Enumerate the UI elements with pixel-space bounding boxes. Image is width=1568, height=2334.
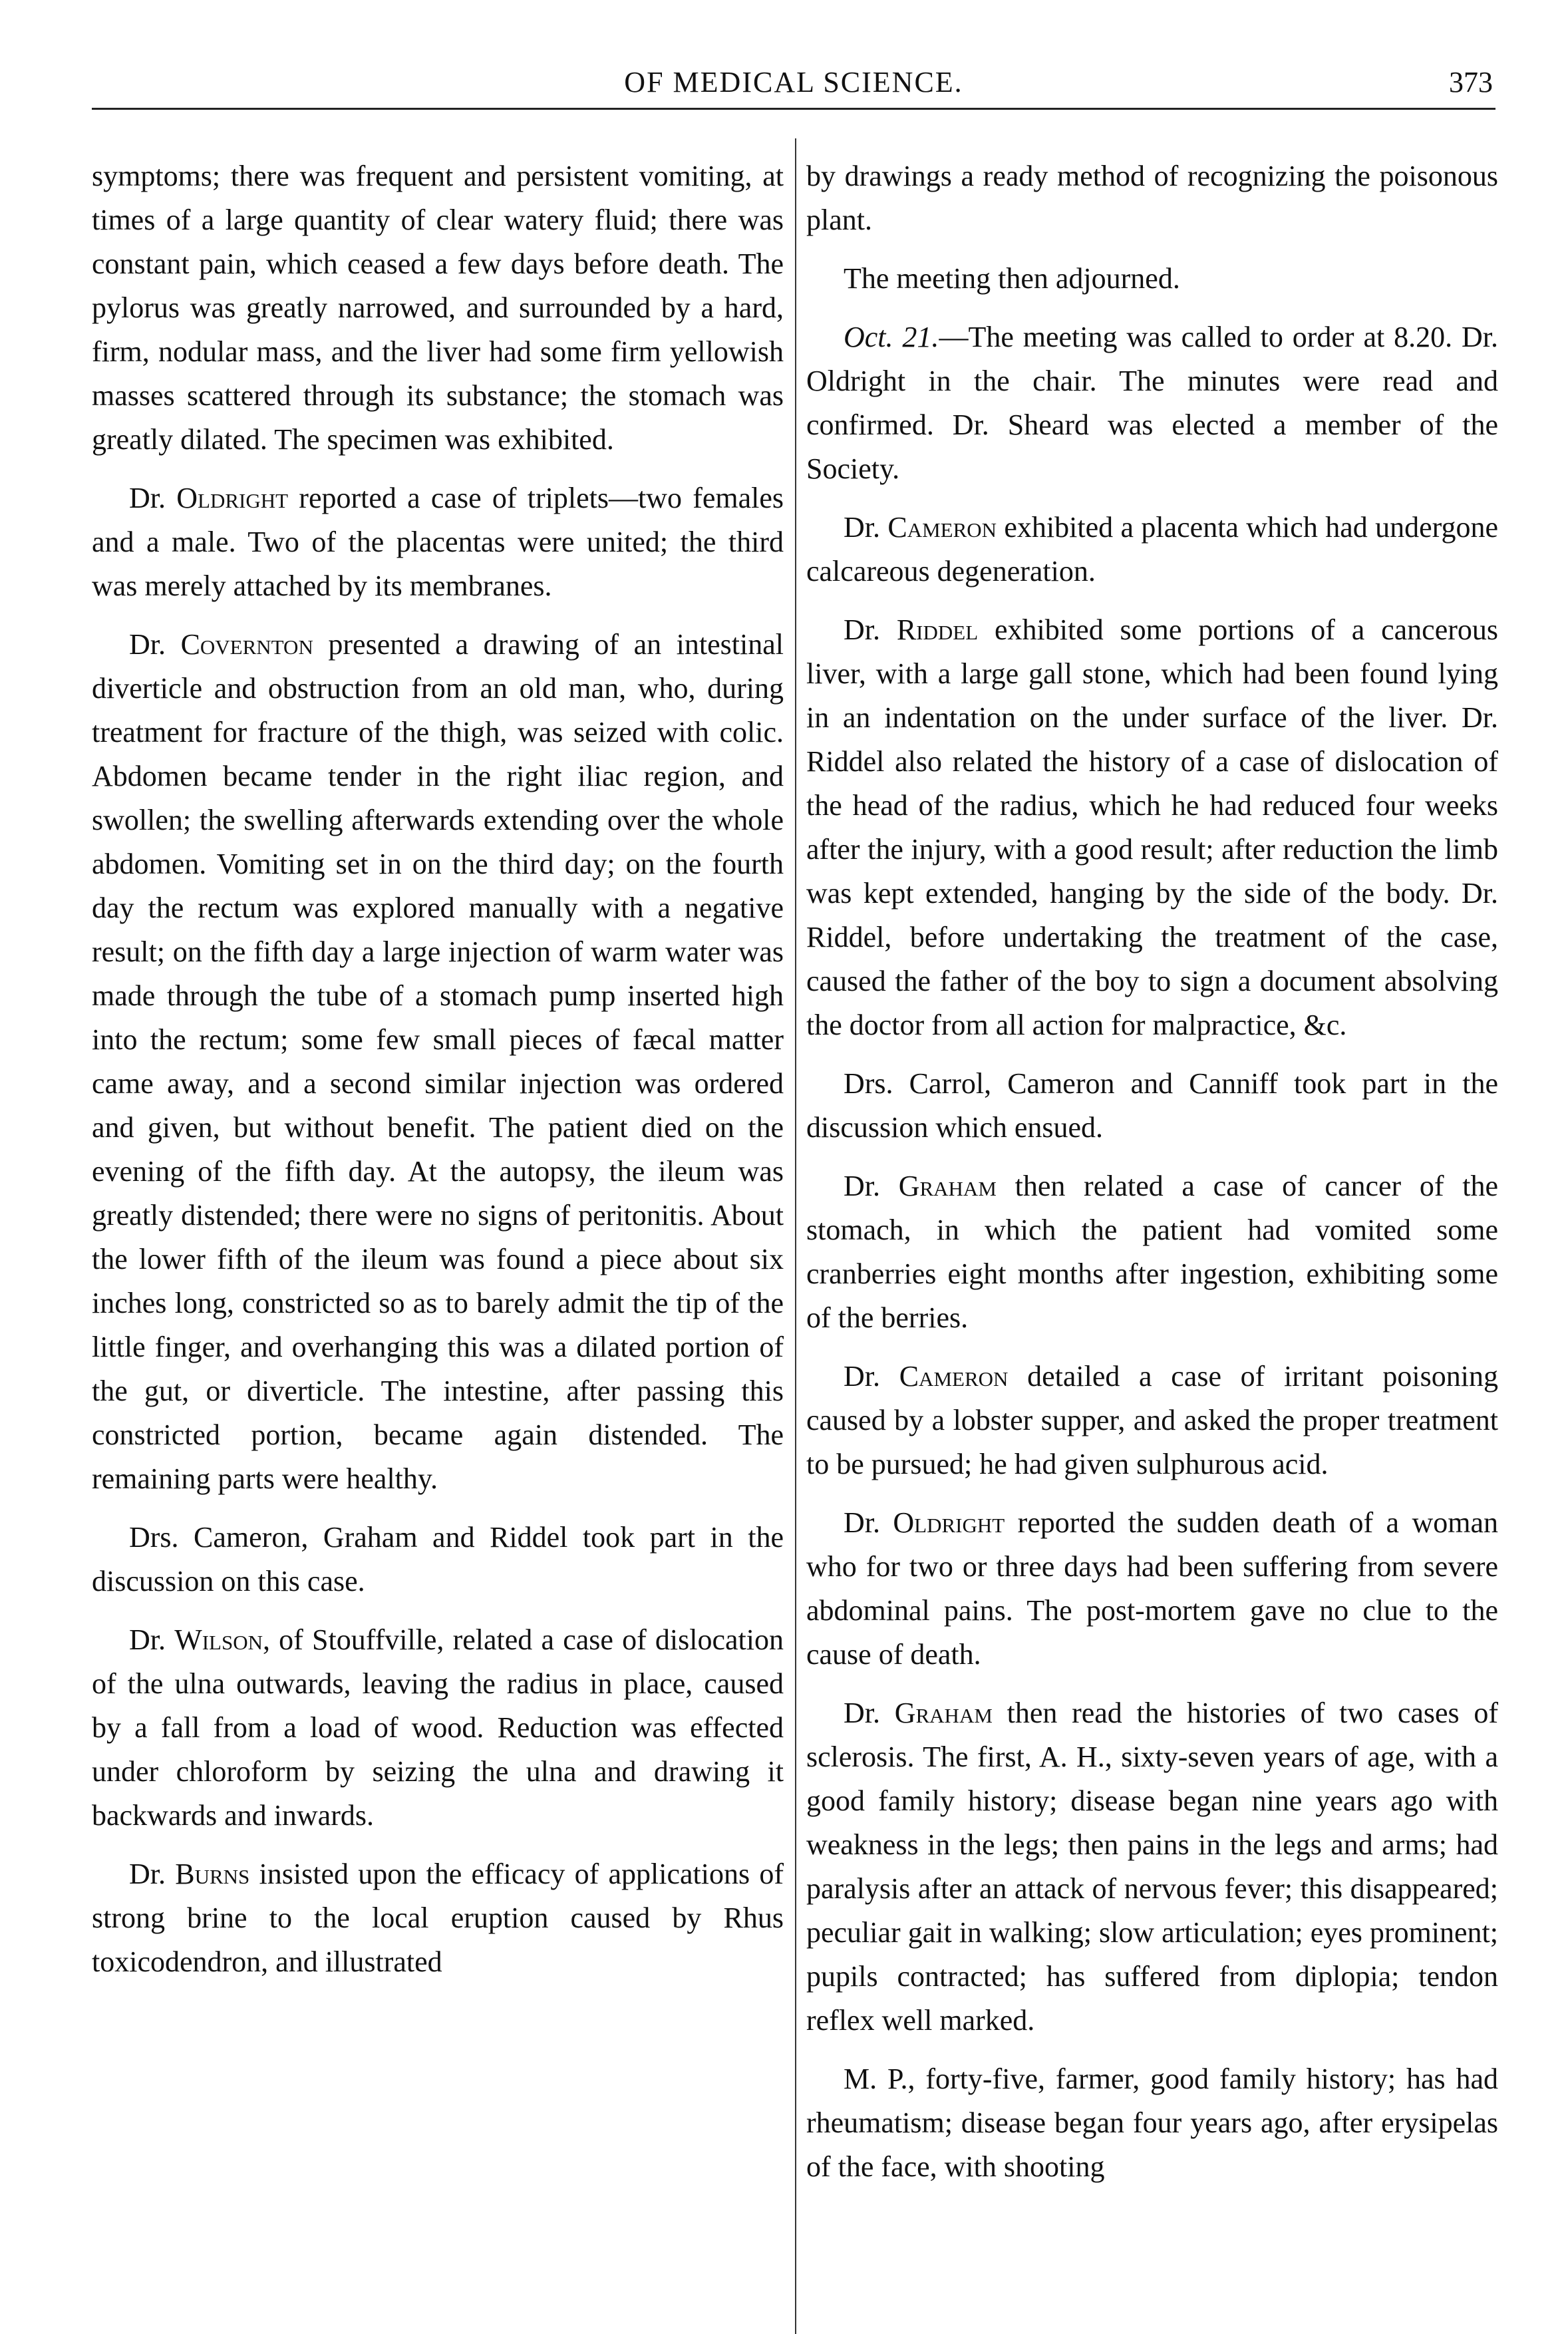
paragraph: Oct. 21.—The meeting was called to order at 8.20. Dr. Oldright in the chair. The minutes were read and confirmed. Dr. Sheard was elected a member of the Society. [806,321,1499,485]
speaker-name: Riddel [896,613,979,646]
speaker-name: Cameron [887,511,997,544]
paragraph: Dr. Oldright reported a case of triplets—two females and a male. Two of the placentas were united; the third was merely attached by its membranes. [92,482,784,602]
page-number: 373 [1449,66,1493,98]
paragraph: Dr. Covernton presented a drawing of an intestinal diverticle and obstruction from an old man, who, during treatment for fracture of the thigh, was seized with colic. Abdomen became tender in the right iliac region, and swollen; the swelling afterwards extending over the whole abdomen. Vomiting set in on the third day; on the fourth day the rectum was explored manually with a negative result; on the fifth day a large injection of warm water was made through the tube of a stomach pump inserted high into the rectum; some few small pieces of fæcal matter came away, and a second similar injection was ordered and given, but without benefit. The patient died on the evening of the fifth day. At the autopsy, the ileum was greatly distended; there were no signs of peritonitis. About the lower fifth of the ileum was found a piece about six inches long, constricted so as to barely admit the tip of the little finger, and overhanging this was a dilated portion of the gut, or diverticle. The intestine, after passing this constricted portion, became again distended. The remaining parts were healthy. [92,628,784,1495]
paragraph: Dr. Riddel exhibited some portions of a cancerous liver, with a large gall stone, which had been found lying in an indentation on the under surface of the liver. Dr. Riddel also related the history of a case of dislocation of the head of the radius, which he had reduced four weeks after the injury, with a good result; after reduction the limb was kept extended, hanging by the side of the body. Dr. Riddel, before undertaking the treatment of the case, caused the father of the boy to sign a document absolving the doctor from all action for malpractice, &c. [806,613,1498,1041]
paragraph: Dr. Graham then read the histories of two cases of sclerosis. The first, A. H., sixty-seven years of age, with a good family history; disease began nine years ago with weakness in the legs; then pains in the legs and arms; had paralysis after an attack of nervous fever; this disappeared; peculiar gait in walking; slow articulation; eyes prominent; pupils contracted; has suffered from diplopia; tendon reflex well marked. [806,1697,1499,2037]
speaker-name: Graham [898,1170,997,1202]
speaker-name: Wilson [174,1623,263,1656]
speaker-name: Oldright [176,482,289,514]
paragraph: M. P., forty-five, farmer, good family history; has had rheumatism; disease began four years ago, after erysipelas of the face, with shooting [806,2063,1498,2183]
paragraph: The meeting then adjourned. [844,262,1180,295]
left-column [92,154,784,1999]
paragraph: Dr. Oldright reported the sudden death of a woman who for two or three days had been suffering from severe abdominal pains. The post-mortem gave no clue to the cause of death. [806,1506,1498,1671]
running-title: OF MEDICAL SCIENCE. [624,66,963,98]
right-column [806,154,1498,2204]
column-divider [795,138,796,2334]
speaker-name: Cameron [899,1360,1009,1393]
speaker-name: Oldright [893,1506,1005,1539]
paragraph: by drawings a ready method of recognizing the poisonous plant. [806,160,1498,236]
paragraph: Drs. Carrol, Cameron and Canniff took part in the discussion which ensued. [806,1067,1498,1144]
paragraph: Dr. Burns insisted upon the efficacy of applications of strong brine to the local eruption caused by Rhus toxicodendron, and illustrated [92,1858,784,1978]
speaker-name: Graham [894,1697,993,1729]
speaker-name: Covernton [180,628,313,661]
speaker-name: Burns [175,1858,250,1890]
date-label: Oct. 21. [844,321,939,353]
page-header [92,61,1495,110]
paragraph: Dr. Wilson, of Stouffville, related a case of dislocation of the ulna outwards, leaving the radius in place, caused by a fall from a load of wood. Reduction was effected under chloroform by seizing the ulna and drawing it backwards and inwards. [92,1623,784,1832]
paragraph: Dr. Cameron detailed a case of irritant poisoning caused by a lobster supper, and asked the proper treatment to be pursued; he had given sulphurous acid. [806,1360,1499,1480]
paragraph: Drs. Cameron, Graham and Riddel took part in the discussion on this case. [92,1521,784,1597]
paragraph: Dr. Cameron exhibited a placenta which had undergone calcareous degeneration. [806,511,1498,587]
paragraph: symptoms; there was frequent and persistent vomiting, at times of a large quantity of clear watery fluid; there was constant pain, which ceased a few days before death. The pylorus was greatly narrowed, and surrounded by a hard, firm, nodular mass, and the liver had some firm yellowish masses scattered through its substance; the stomach was greatly dilated. The specimen was exhibited. [92,160,784,456]
paragraph: Dr. Graham then related a case of cancer of the stomach, in which the patient had vomited some cranberries eight months after ingestion, exhibiting some of the berries. [806,1170,1498,1334]
